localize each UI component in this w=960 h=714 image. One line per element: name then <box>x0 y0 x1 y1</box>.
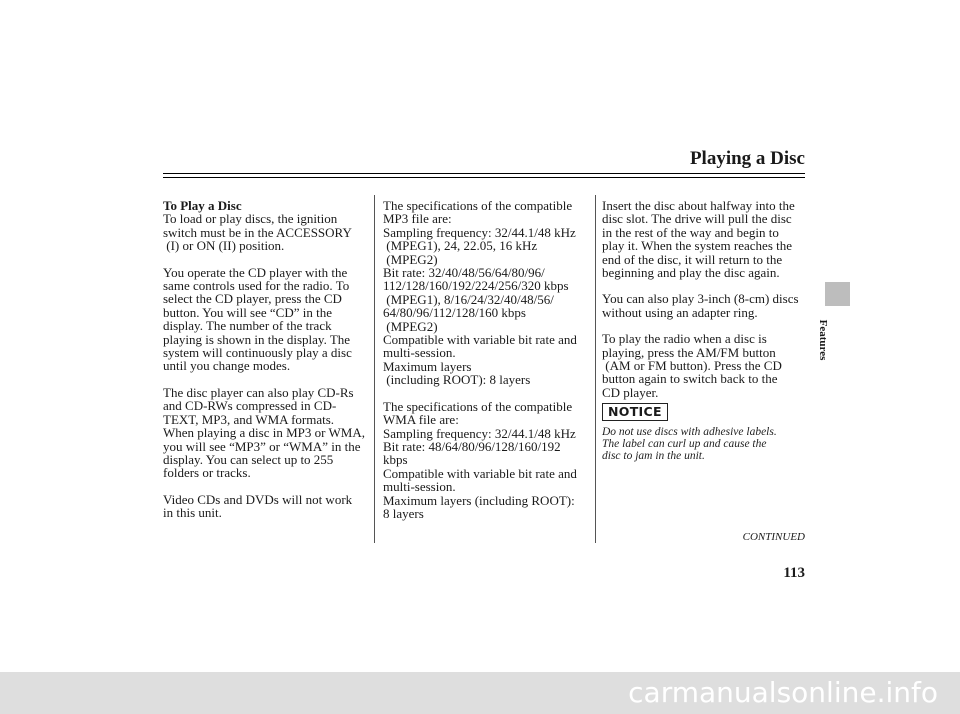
section-side-label-text: Features <box>817 319 829 361</box>
paragraph: Insert the disc about halfway into the disc slot. The drive will pull the disc in the rest of the way and begin to play it. When the system reaches the end of the disc, it will return to the beginning and play the disc again. <box>602 198 795 281</box>
notice-text: Do not use discs with adhesive labels. The label can curl up and cause the disc to jam in the unit. <box>602 425 777 463</box>
section-heading: To Play a Disc <box>163 198 242 213</box>
paragraph: To load or play discs, the ignition switch must be in the ACCESSORY (I) or ON (II) position. <box>163 211 352 254</box>
section-side-label <box>815 310 831 370</box>
paragraph: To play the radio when a disc is playing, press the AM/FM button (AM or FM button). Press the CD button again to switch back to the CD player. <box>602 331 782 400</box>
notice-badge: NOTICE <box>602 403 668 420</box>
column-2 <box>383 199 595 533</box>
wma-specs: The specifications of the compatible WMA file are: Sampling frequency: 32/44.1/48 kHz Bit rate: 48/64/80/96/128/160/192 kbps Compatible with variable bit rate and multi-session. Maximum layers (including ROOT): 8 layers <box>383 398 577 521</box>
column-1 <box>163 199 373 533</box>
title-rule-bottom <box>163 177 805 178</box>
page-number: 113 <box>783 565 805 581</box>
paragraph: The disc player can also play CD-Rs and CD-RWs compressed in CD- TEXT, MP3, and WMA formats. When playing a disc in MP3 or WMA, you will see “MP3” or “WMA” in the display. You can select up to 255 folders or tracks. <box>163 384 365 481</box>
mp3-specs: The specifications of the compatible MP3 file are: Sampling frequency: 32/44.1/48 kHz (MPEG1), 24, 22.05, 16 kHz (MPEG2) Bit rate: 32/40/48/56/64/80/96/ 112/128/160/192/224/256/320 kbps (MPEG1), 8/16/24/32/40/48/56/ 64/80/96/112/128/160 kbps (MPEG2) Compatible with variable bit rate and multi-session. Maximum layers (including ROOT): 8 layers <box>383 198 577 388</box>
column-3 <box>602 199 812 475</box>
section-tab <box>825 282 850 306</box>
watermark-bar <box>0 672 960 714</box>
paragraph: Video CDs and DVDs will not work in this unit. <box>163 491 353 521</box>
watermark-text: carmanualsonline.info <box>628 676 938 709</box>
continued-label: CONTINUED <box>742 531 805 543</box>
title-rule-top <box>163 173 805 174</box>
page-title: Playing a Disc <box>689 148 805 169</box>
paragraph: You can also play 3-inch (8-cm) discs without using an adapter ring. <box>602 291 799 320</box>
paragraph: You operate the CD player with the same controls used for the radio. To select the CD player, press the CD button. You will see “CD” in the display. The number of the track playing is shown in the display. The system will continuously play a disc until you change modes. <box>163 264 352 374</box>
column-divider-2 <box>595 195 596 543</box>
column-divider-1 <box>374 195 375 543</box>
